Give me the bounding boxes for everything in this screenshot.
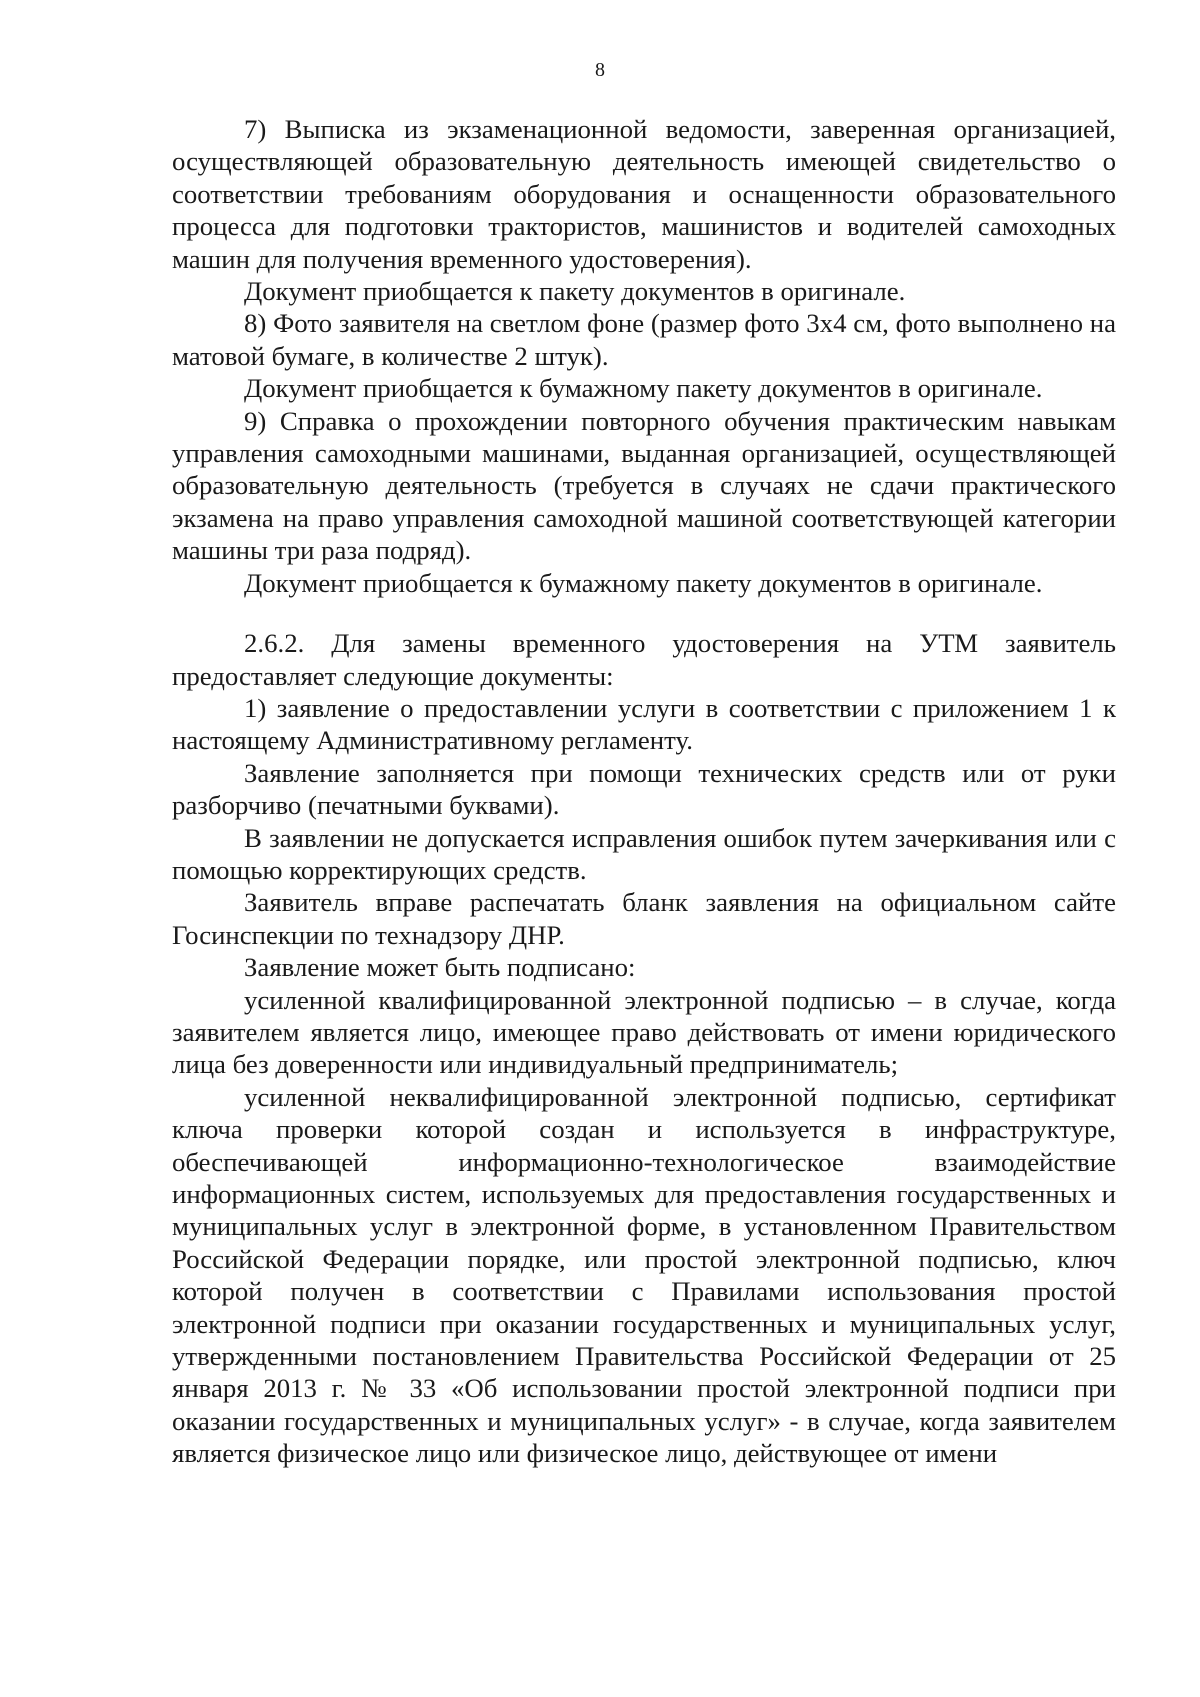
paragraph-item-9: 9) Справка о прохождении повторного обучения практическим навыкам управления самоходными машинами, выданная организацией, осуществляющей образовательную деятельность (требуется в случаях не сдачи практического экзамена на право управления самоходной машиной соответствующей категории машины три раза подряд). [172, 405, 1116, 566]
paragraph-print-form: Заявитель вправе распечатать бланк заявления на официальном сайте Госинспекции по технадзору ДНР. [172, 887, 1116, 950]
paragraph-signature-intro: Заявление может быть подписано: [244, 952, 636, 983]
paragraph-item-7: 7) Выписка из экзаменационной ведомости, заверенная организацией, осуществляющей образовательную деятельность имеющей свидетельство о соответствии требованиям оборудования и оснащенности образовательного процесса для подготовки трактористов, машинистов и водителей самоходных машин для получения временного удостоверения). [172, 114, 1116, 274]
section-heading-2-6-2: 2.6.2. Для замены временного удостоверения на УТМ заявитель предоставляет следующие документы: [172, 628, 1116, 691]
paragraph-application-filling: Заявление заполняется при помощи технических средств или от руки разборчиво (печатными буквами). [172, 757, 1116, 821]
paragraph-no-corrections: В заявлении не допускается исправления ошибок путем зачеркивания или с помощью корректирующих средств. [172, 822, 1116, 885]
page-number: 8 [595, 59, 605, 81]
paragraph-unqualified-signature: усиленной неквалифицированной электронной подписью, сертификат ключа проверки которой создан и используется в инфраструктуре, обеспечивающей информационно-технологическое взаимодействие информационных систем, используемых для предоставления государственных и муниципальных услуг в электронной форме, в установленном Правительством Российской Федерации порядке, или простой электронной подписью, ключ которой получен в соответствии с Правилами использования простой электронной подписи при оказании государственных и муниципальных услуг, утвержденными постановлением Правительства Российской Федерации от 25 января 2013 г. № 33 «Об использовании простой электронной подписи при оказании государственных и муниципальных услуг» - в случае, когда заявителем является физическое лицо или физическое лицо, действующее от имени [172, 1081, 1116, 1469]
paragraph-note-paper-original: Документ приобщается к бумажному пакету документов в оригинале. [244, 567, 1043, 598]
paragraph-item-8: 8) Фото заявителя на светлом фоне (размер фото 3х4 см, фото выполнено на матовой бумаге, в количестве 2 штук). [172, 308, 1116, 371]
paragraph-application-item-1: 1) заявление о предоставлении услуги в соответствии с приложением 1 к настоящему Административному регламенту. [172, 692, 1116, 756]
paragraph-qualified-signature: усиленной квалифицированной электронной подписью – в случае, когда заявителем является лицо, имеющее право действовать от имени юридического лица без доверенности или индивидуальный предприниматель; [172, 984, 1116, 1080]
paragraph-note-paper-original: Документ приобщается к бумажному пакету документов в оригинале. [244, 373, 1043, 404]
document-body [172, 113, 1116, 1470]
paragraph-note-original: Документ приобщается к пакету документов в оригинале. [244, 276, 906, 307]
section-gap [172, 599, 1116, 627]
